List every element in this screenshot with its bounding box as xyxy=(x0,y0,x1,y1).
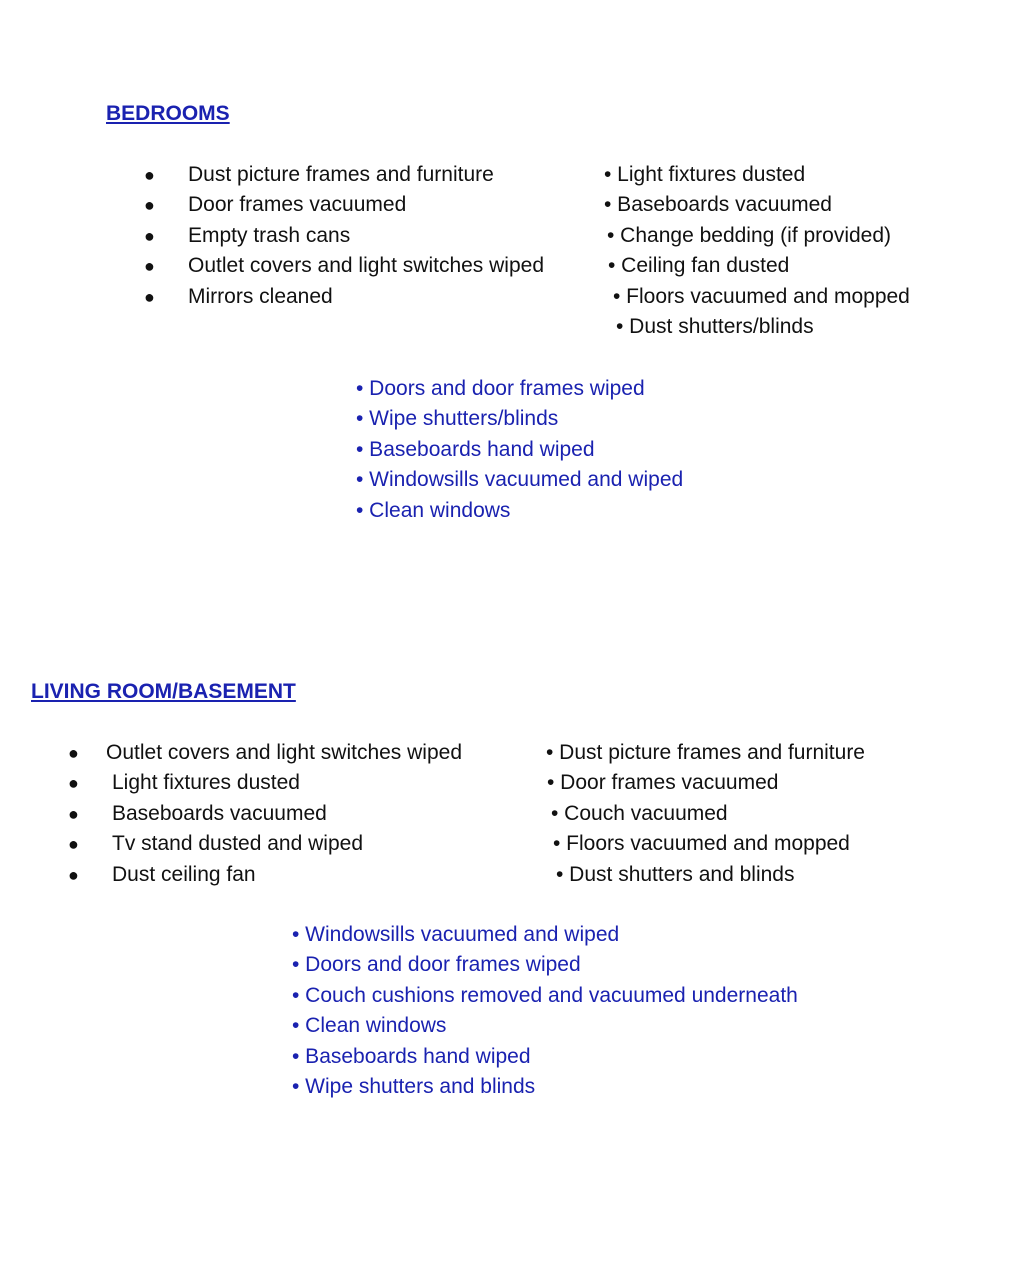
bullet-icon: ● xyxy=(68,803,79,824)
list-item: ● Empty trash cans xyxy=(142,221,582,251)
list-item: • Doors and door frames wiped xyxy=(292,953,581,977)
list-item: ● Light fixtures dusted xyxy=(66,768,526,798)
list-item: • Floors vacuumed and mopped xyxy=(613,284,910,308)
list-item: • Couch vacuumed xyxy=(551,801,728,825)
living-room-heading: LIVING ROOM/BASEMENT xyxy=(31,680,296,703)
bullet-icon: ● xyxy=(68,773,79,794)
list-item: • Windowsills vacuumed and wiped xyxy=(356,468,684,492)
list-item: • Wipe shutters/blinds xyxy=(356,407,559,431)
bullet-icon: ● xyxy=(144,165,155,185)
list-item: • Couch cushions removed and vacuumed underneath xyxy=(292,983,798,1007)
living-room-left-list xyxy=(66,738,526,890)
living-room-deep-clean-list xyxy=(292,920,932,1102)
bedrooms-left-list xyxy=(142,160,582,312)
list-item: ● Baseboards vacuumed xyxy=(66,799,526,829)
list-item: • Clean windows xyxy=(356,498,511,522)
bullet-icon: ● xyxy=(144,225,155,246)
list-item: ● Outlet covers and light switches wiped xyxy=(142,251,582,281)
bullet-icon: ● xyxy=(144,195,155,216)
bedrooms-right-list xyxy=(604,160,1004,342)
bullet-icon: ● xyxy=(68,834,79,855)
list-item: ● Dust picture frames and furniture xyxy=(142,160,582,190)
list-item: • Dust shutters and blinds xyxy=(556,862,795,886)
bedrooms-deep-clean-list xyxy=(356,374,856,526)
list-item: • Baseboards hand wiped xyxy=(292,1044,531,1068)
list-item: • Baseboards vacuumed xyxy=(604,193,832,217)
list-item: • Wipe shutters and blinds xyxy=(292,1074,536,1098)
list-item: ● Outlet covers and light switches wiped xyxy=(66,738,526,768)
bullet-icon: ● xyxy=(68,743,79,763)
list-item: ● Dust ceiling fan xyxy=(66,860,526,890)
list-item: • Light fixtures dusted xyxy=(604,163,806,186)
list-item: • Clean windows xyxy=(292,1014,447,1038)
list-item: • Doors and door frames wiped xyxy=(356,377,645,400)
bullet-icon: ● xyxy=(68,864,79,885)
list-item: • Ceiling fan dusted xyxy=(608,254,790,278)
living-room-right-list xyxy=(546,738,1006,890)
bedrooms-heading: BEDROOMS xyxy=(106,102,230,125)
list-item: • Dust picture frames and furniture xyxy=(546,741,865,764)
list-item: ● Door frames vacuumed xyxy=(142,190,582,220)
list-item: • Floors vacuumed and mopped xyxy=(553,832,850,856)
list-item: • Change bedding (if provided) xyxy=(607,223,892,247)
list-item: • Dust shutters/blinds xyxy=(616,314,814,338)
list-item: ● Tv stand dusted and wiped xyxy=(66,829,526,859)
list-item: ● Mirrors cleaned xyxy=(142,282,582,312)
list-item: • Baseboards hand wiped xyxy=(356,437,595,461)
list-item: • Door frames vacuumed xyxy=(547,771,779,795)
bullet-icon: ● xyxy=(144,256,155,277)
bullet-icon: ● xyxy=(144,286,155,307)
list-item: • Windowsills vacuumed and wiped xyxy=(292,923,620,946)
